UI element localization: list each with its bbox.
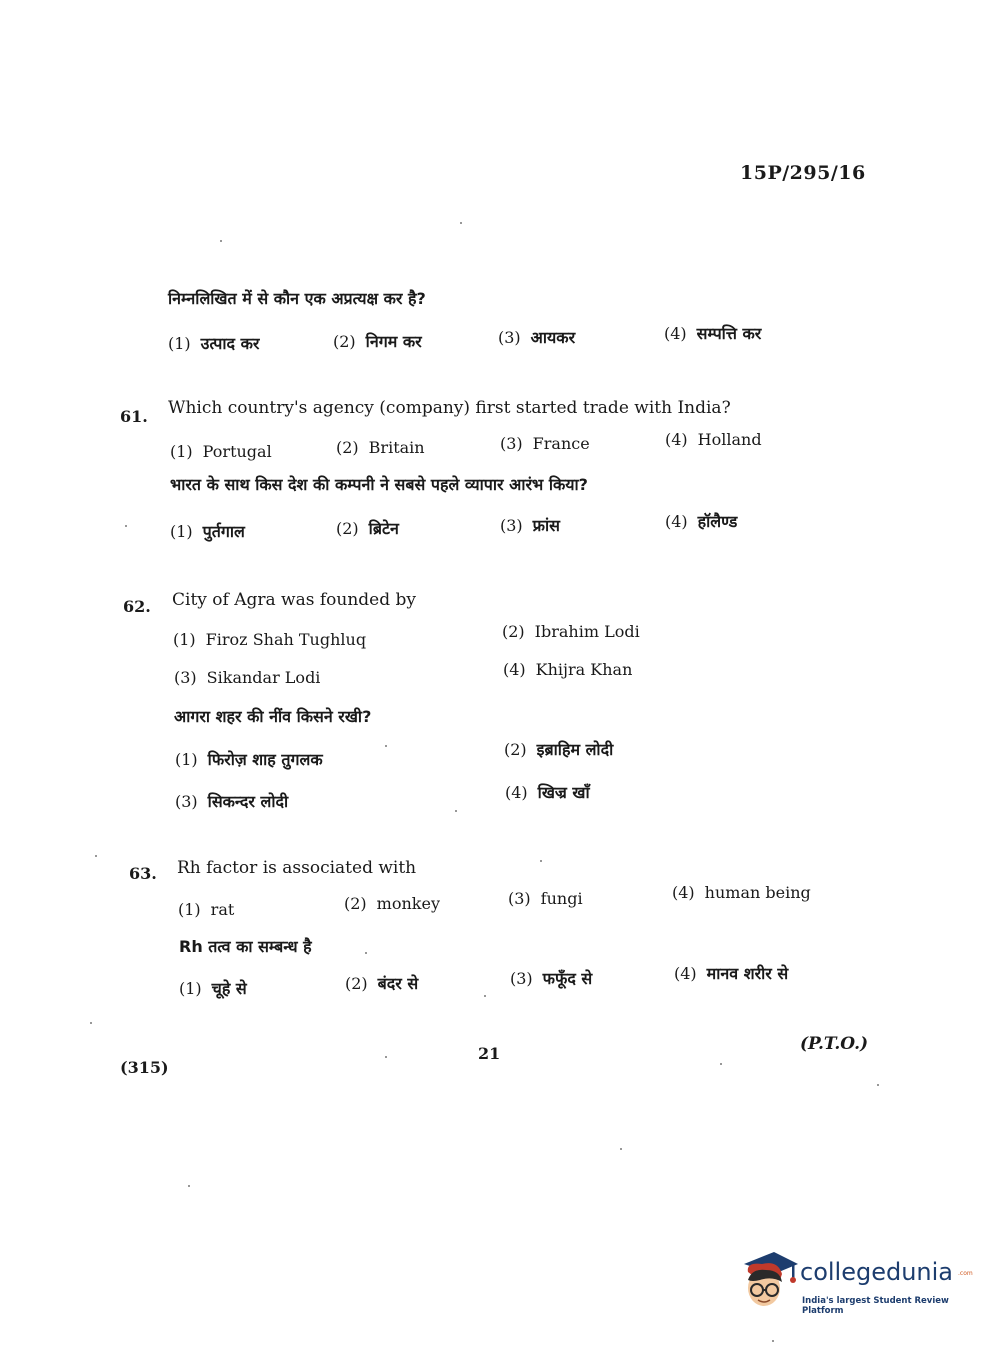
q63-option-2-english: (2) monkey <box>344 894 440 913</box>
q63-option-4-english: (4) human being <box>672 883 811 902</box>
q63-question-hindi: Rh तत्व का सम्बन्ध है <box>179 937 312 956</box>
q62-number: 62. <box>123 597 151 616</box>
q62-option-1-hindi: (1) फिरोज़ शाह तुगलक <box>175 750 323 769</box>
q63-option-3-hindi: (3) फफूँद से <box>510 969 593 988</box>
q62-option-3-english: (3) Sikandar Lodi <box>174 668 321 687</box>
q61-question-hindi: भारत के साथ किस देश की कम्पनी ने सबसे पहले व्यापार आरंभ किया? <box>170 475 588 494</box>
q61-option-3-english: (3) France <box>500 434 590 453</box>
q63-question-english: Rh factor is associated with <box>177 858 417 878</box>
q60-option-3-hindi: (3) आयकर <box>498 328 576 347</box>
collegedunia-watermark <box>740 1250 973 1320</box>
q62-question-english: City of Agra was founded by <box>172 590 416 610</box>
q62-option-3-hindi: (3) सिकन्दर लोदी <box>175 792 289 811</box>
q60-option-1-hindi: (1) उत्पाद कर <box>168 334 260 353</box>
q63-option-1-hindi: (1) चूहे से <box>179 979 247 998</box>
q63-option-4-hindi: (4) मानव शरीर से <box>674 964 789 983</box>
q60-option-2-hindi: (2) निगम कर <box>333 332 422 351</box>
q63-option-1-english: (1) rat <box>178 900 235 919</box>
q63-option-2-hindi: (2) बंदर से <box>345 974 419 993</box>
q61-option-2-english: (2) Britain <box>336 438 425 457</box>
q61-option-2-hindi: (2) ब्रिटेन <box>336 519 399 538</box>
q61-question-english: Which country's agency (company) first started trade with India? <box>168 398 731 418</box>
collegedunia-mascot-icon <box>740 1250 800 1312</box>
pto-label: (P.T.O.) <box>800 1034 869 1054</box>
page-number: 21 <box>478 1044 501 1063</box>
collegedunia-brand: collegedunia <box>800 1258 954 1286</box>
q63-option-3-english: (3) fungi <box>508 889 583 908</box>
q60-option-4-hindi: (4) सम्पत्ति कर <box>664 324 762 343</box>
q61-number: 61. <box>120 407 148 426</box>
q61-option-3-hindi: (3) फ्रांस <box>500 516 560 535</box>
collegedunia-tagline: India's largest Student Review Platform <box>802 1296 949 1316</box>
q62-option-1-english: (1) Firoz Shah Tughluq <box>173 630 367 649</box>
q62-option-2-hindi: (2) इब्राहिम लोदी <box>504 740 614 759</box>
q61-option-4-hindi: (4) हॉलैण्ड <box>665 512 738 531</box>
q61-option-1-hindi: (1) पुर्तगाल <box>170 522 245 541</box>
q61-option-4-english: (4) Holland <box>665 430 762 449</box>
q62-option-4-english: (4) Khijra Khan <box>503 660 633 679</box>
set-code: (315) <box>120 1058 169 1077</box>
collegedunia-com: .com <box>958 1270 973 1277</box>
q60-question-hindi: निम्नलिखित में से कौन एक अप्रत्यक्ष कर है? <box>168 289 426 308</box>
q62-option-2-english: (2) Ibrahim Lodi <box>502 622 640 641</box>
q61-option-1-english: (1) Portugal <box>170 442 272 461</box>
q62-option-4-hindi: (4) खिज्र खाँ <box>505 783 590 802</box>
paper-code: 15P/295/16 <box>740 162 866 184</box>
q62-question-hindi: आगरा शहर की नींव किसने रखी? <box>174 707 372 726</box>
q63-number: 63. <box>129 864 157 883</box>
